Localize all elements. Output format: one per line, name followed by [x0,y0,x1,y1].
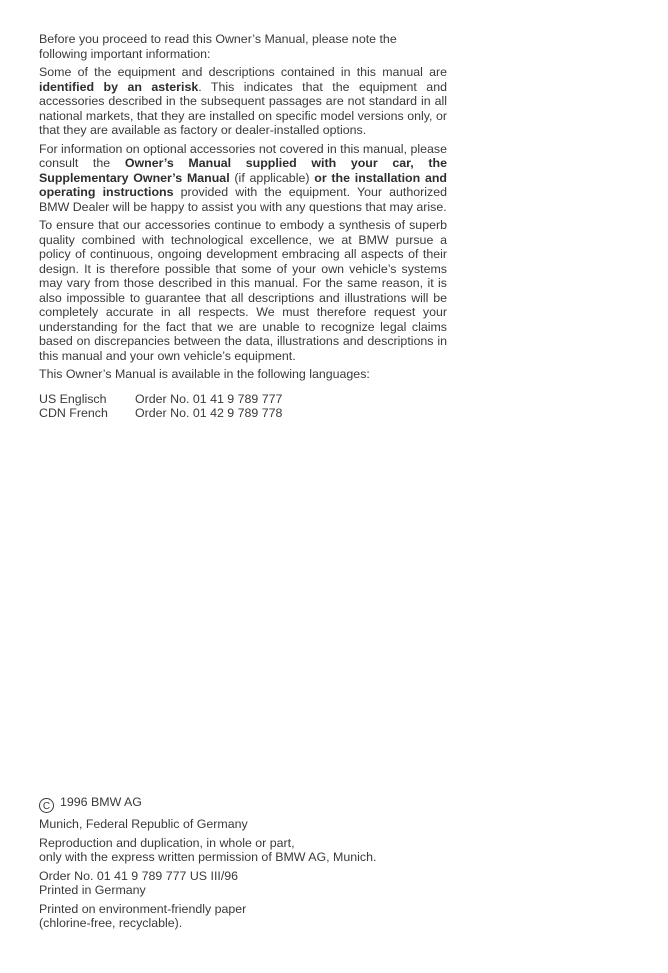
asterisk-paragraph [39,65,447,138]
imprint [39,795,469,935]
reproduction-line-1: Reproduction and duplication, in whole or part, [39,835,295,850]
accessories-paragraph [39,142,447,215]
languages-intro: This Owner’s Manual is available in the following languages: [39,367,370,381]
language-name: CDN French [39,406,108,420]
paper-block [39,902,469,931]
languages-table [39,392,282,421]
order-block [39,869,469,898]
development-paragraph: To ensure that our accessories continue to embody a synthesis of superb quality combined with technological excellence, we at BMW pursue a policy of continuous, ongoing development embracing all aspects of their design. It is therefore possible that some of your own vehicle’s systems may vary from those described in this manual. For the same reason, it is also impossible to guarantee that all descriptions and illustrations will be completely accurate in all respects. We must therefore request your understanding for the fact that we are unable to recognize legal claims based on discrepancies between the data, illustrations and descriptions in this manual and your own vehicle’s equipment. [39,218,447,363]
accessories-text-c: (if applicable) [229,170,315,185]
language-order-number: Order No. 01 41 9 789 777 [135,391,283,406]
accessories-text-a: For information on optional accessories not covered in this manual, please consult the [39,141,447,170]
reproduction-block [39,836,469,865]
reproduction-line-2: only with the express written permission of BMW AG, Munich. [39,850,377,864]
asterisk-text-a: Some of the equipment and descriptions contained in this manual are [39,65,447,79]
order-number-line: Order No. 01 41 9 789 777 US III/96 [39,868,239,883]
accessories-emphasis-manuals: Owner’s Manual supplied with your car, the Supplementary Owner’s Manual [39,156,447,185]
location-line: Munich, Federal Republic of Germany [39,817,248,831]
copyright-text: 1996 BMW AG [60,795,142,809]
copyright-icon: C [39,798,54,813]
location-block [39,817,469,832]
asterisk-emphasis: identified by an asterisk [39,79,199,94]
accessories-emphasis-instructions: or the installation and operating instructions [39,170,447,199]
paper-line-2: (chlorine-free, recyclable). [39,916,183,930]
intro-paragraph: Before you proceed to read this Owner’s Manual, please note the following important information: [39,32,397,61]
paper-line-1: Printed on environment-friendly paper [39,901,247,916]
copyright-line [39,795,469,813]
language-order-number: Order No. 01 42 9 789 778 [135,406,283,420]
language-name: US Englisch [39,391,107,406]
accessories-text-e: provided with the equipment. Your authorized BMW Dealer will be happy to assist you with any questions that may arise. [39,185,447,214]
language-row [39,392,282,407]
printed-in-line: Printed in Germany [39,883,146,897]
asterisk-text-c: . This indicates that the equipment and accessories described in the subsequent passages are not standard in all national markets, that they are installed on specific model versions only, or that they are available as factory or dealer-installed options. [39,79,447,137]
copyright-block [39,795,469,813]
language-row [39,406,282,421]
